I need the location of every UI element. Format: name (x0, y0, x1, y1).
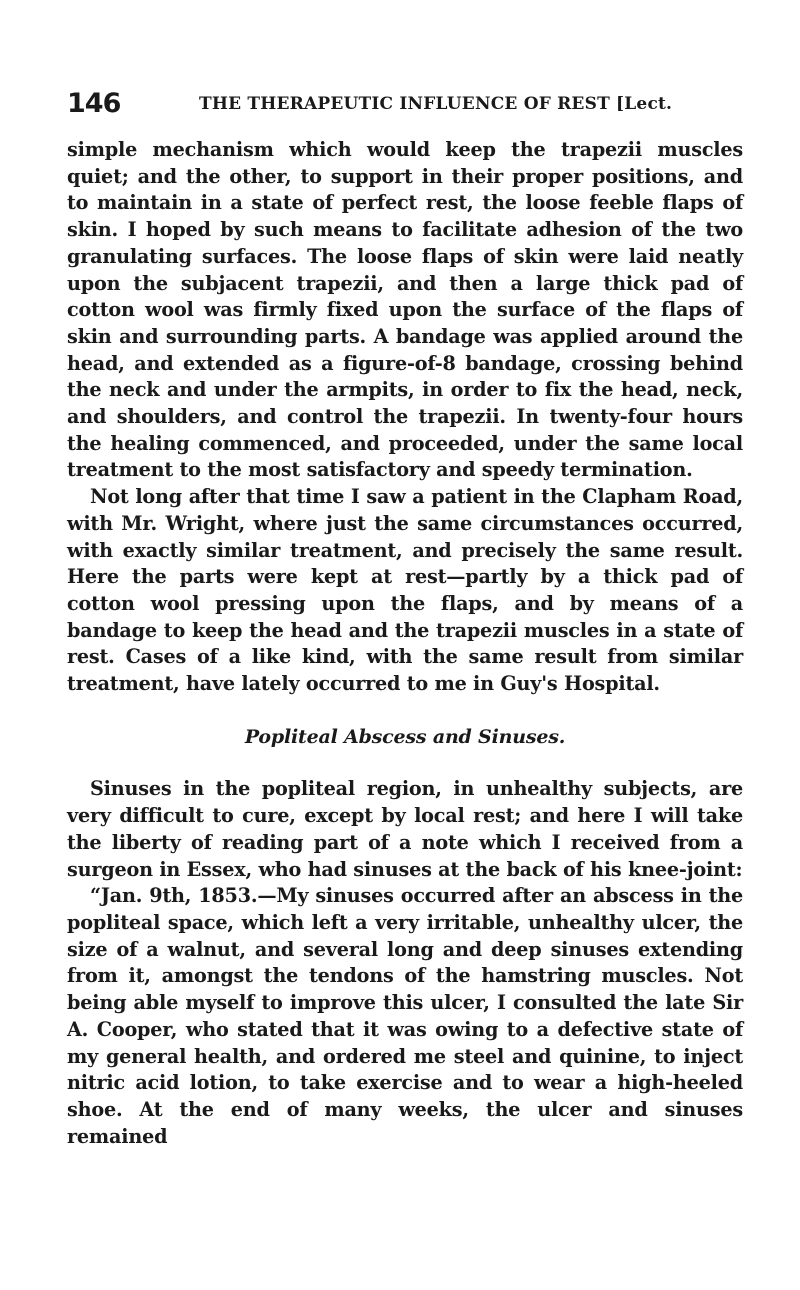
page-number: 146 (67, 88, 121, 119)
paragraph-clapham-case: Not long after that time I saw a patient in the Clapham Road, with Mr. Wright, where just the same circumstances occurred, with exactly similar treatment, and precisely the same result. Here the parts were kept at rest—partly by a thick pad of cotton wool pressing upon the flaps, and by means of a bandage to keep the head and the trapezii muscles in a state of rest. Cases of a like kind, with the same result from similar treatment, have lately occurred to me in Guy's Hospital. (67, 485, 743, 696)
running-title: THE THERAPEUTIC INFLUENCE OF REST [Lect. (199, 94, 673, 114)
body-text (67, 137, 743, 1150)
page-header (67, 88, 767, 122)
paragraph-popliteal-intro: Sinuses in the popliteal region, in unhealthy subjects, are very difficult to cure, except by local rest; and here I will take the liberty of reading part of a note which I received from a surgeon in Essex, who had sinuses at the back of his knee-joint: (67, 777, 743, 881)
paragraph-quoted-note: “Jan. 9th, 1853.—My sinuses occurred after an abscess in the popliteal space, which left a very irritable, unhealthy ulcer, the size of a walnut, and several long and deep sinuses extending from it, amongst the tendons of the hamstring muscles. Not being able myself to improve this ulcer, I consulted the late Sir A. Cooper, who stated that it was owing to a defective state of my general health, and ordered me steel and quinine, to inject nitric acid lotion, to take exercise and to wear a high-heeled shoe. At the end of many weeks, the ulcer and sinuses remained (67, 884, 743, 1148)
section-heading: Popliteal Abscess and Sinuses. (244, 725, 566, 748)
paragraph-continuation: simple mechanism which would keep the trapezii muscles quiet; and the other, to support in their proper positions, and to maintain in a state of perfect rest, the loose feeble flaps of skin. I hoped by such means to facilitate adhesion of the two granulating surfaces. The loose flaps of skin were laid neatly upon the subjacent trapezii, and then a large thick pad of cotton wool was firmly fixed upon the surface of the flaps of skin and surrounding parts. A bandage was applied around the head, and extended as a figure-of-8 bandage, crossing behind the neck and under the armpits, in order to fix the head, neck, and shoulders, and control the trapezii. In twenty-four hours the healing commenced, and proceeded, under the same local treatment to the most satisfactory and speedy termination. (67, 138, 743, 482)
